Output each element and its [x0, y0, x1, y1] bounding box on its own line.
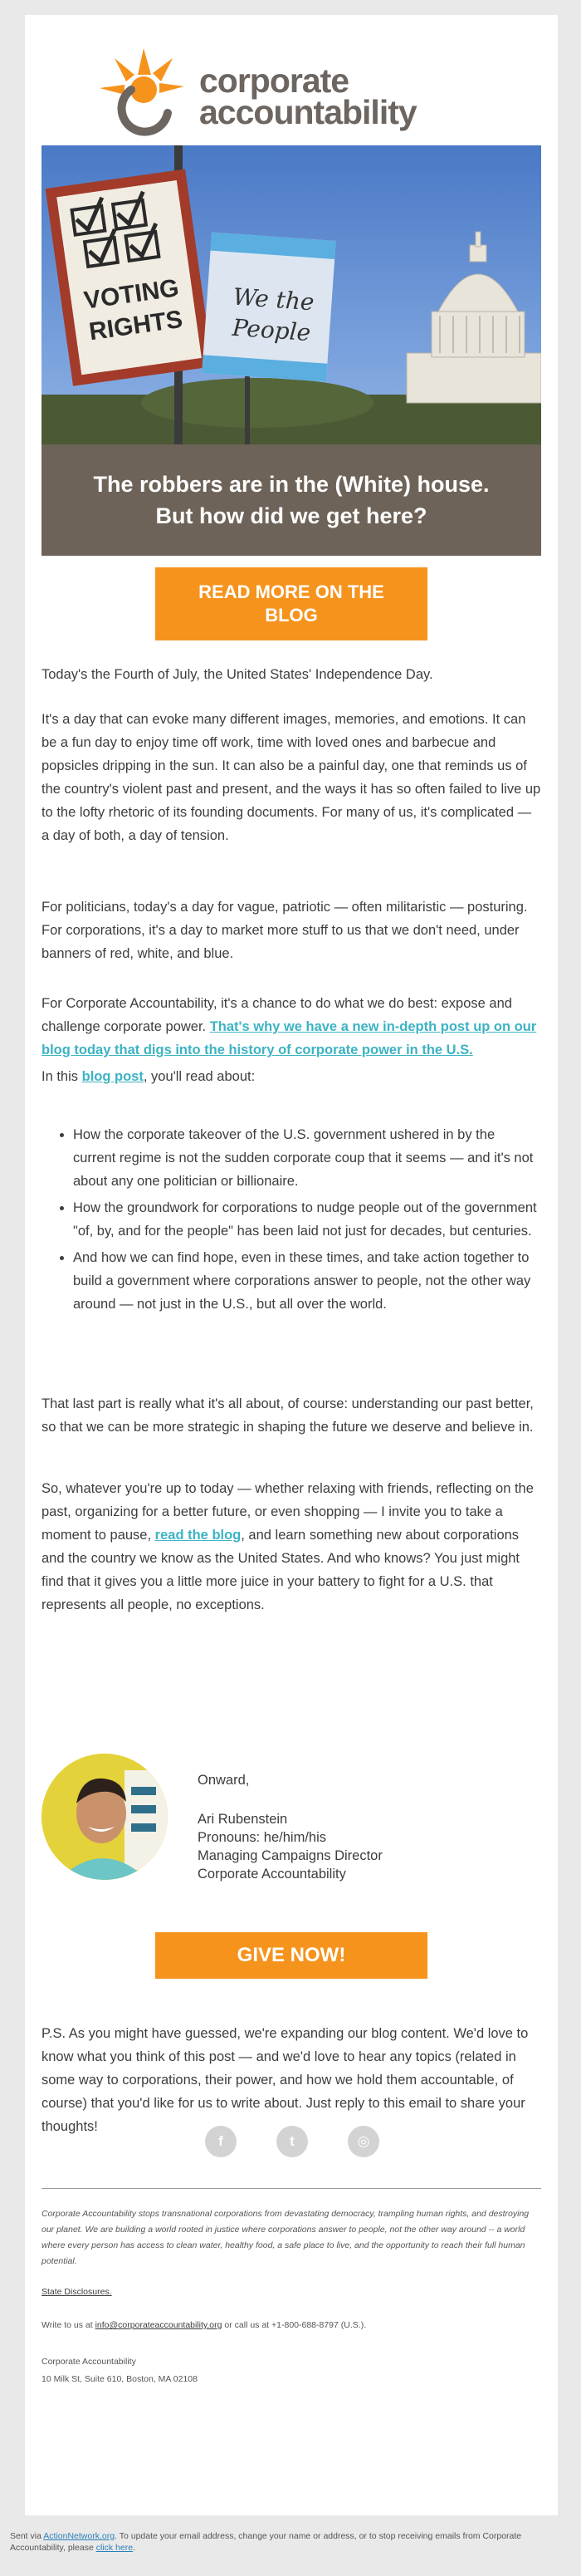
signer-org: Corporate Accountability — [198, 1867, 346, 1882]
signer-pronouns: Pronouns: he/him/his — [198, 1830, 327, 1845]
paragraph-1: Today's the Fourth of July, the United States' Independence Day. — [42, 667, 433, 682]
contact-suffix: or call us at +1-800-688-8797 (U.S.). — [222, 2320, 367, 2330]
state-disclosures-line — [42, 2284, 541, 2300]
signer-name: Ari Rubenstein — [198, 1812, 288, 1827]
bullet-list — [42, 1123, 541, 1319]
footer-divider — [42, 2188, 541, 2189]
mission-statement: Corporate Accountability stops transnational corporations from devastating democracy, trampling human rights, and destroying our planet. We are building a world rooted in justice where corporations answer to people, not the other way around -- a world where every person has access to clean water, healthy food, a safe place to live, and the opportunity to reach their full human potential. — [42, 2209, 530, 2266]
ps-paragraph: P.S. As you might have guessed, we're expanding our blog content. We'd love to know what you think of this post — and we'd love to hear any topics (related in some way to corporations, their power, and how we hold them accountable, of course) that you'd like for us to write about. Just reply to this email to share your thoughts! — [42, 2026, 529, 2134]
logo[interactable] — [91, 47, 473, 146]
closing: Onward, — [198, 1773, 250, 1788]
click-here-link[interactable]: click here — [95, 2543, 134, 2553]
sign-text-1: VOTING — [82, 274, 181, 315]
sign2-text-2: People — [231, 313, 312, 347]
logo-line-1: corporate — [199, 61, 349, 100]
sun-logo-icon — [91, 47, 199, 146]
paragraph-7 — [42, 1477, 541, 1617]
contact-prefix: Write to us at — [42, 2320, 95, 2330]
twitter-icon[interactable]: t — [276, 2126, 308, 2157]
email-card — [25, 15, 558, 2515]
list-item: • How the groundwork for corporations to nudge people out of the government "of, by, and for the people" has been laid not just for decades, but centuries. — [73, 1196, 541, 1243]
email-link[interactable]: info@corporateaccountability.org — [95, 2320, 222, 2330]
paragraph-4 — [42, 992, 541, 1062]
signer-title: Managing Campaigns Director — [198, 1848, 383, 1863]
paragraph-6: That last part is really what it's all about, of course: understanding our past better, so that we can be more strategic in shaping the future we deserve and believe in. — [42, 1396, 534, 1435]
sign-text-2: RIGHTS — [87, 305, 185, 346]
instagram-icon[interactable]: ◎ — [348, 2126, 379, 2157]
paragraph-5-suffix: , you'll read about: — [143, 1069, 256, 1084]
list-item: • And how we can find hope, even in these times, and take action together to build a government where corporations answer to people, not the other way around — not just in the U.S., but all over the world. — [73, 1246, 541, 1316]
paragraph-7-prefix: So, whatever you're up to today — whether relaxing with friends, reflecting on the past, organizing for a better future, or even shopping — I invite you to take a moment to pause, — [42, 1481, 534, 1543]
paragraph-3: For politicians, today's a day for vague, patriotic — often militaristic — posturing. For corporations, it's a day to market more stuff to us that we don't need, under banners of red, white, and blue. — [42, 900, 528, 961]
list-item: • How the corporate takeover of the U.S. government ushered in by the current regime is not the sudden corporate coup that it seems — and it's not about any one politician or billionaire. — [73, 1123, 541, 1193]
headline-line-1: The robbers are in the (White) house. — [93, 472, 490, 497]
facebook-icon[interactable]: f — [205, 2126, 237, 2157]
footer-address: 10 Milk St, Suite 610, Boston, MA 02108 — [42, 2374, 198, 2384]
give-now-button[interactable]: GIVE NOW! — [155, 1932, 427, 1979]
headline — [93, 469, 489, 532]
read-the-blog-link[interactable]: read the blog — [154, 1528, 242, 1543]
avatar — [42, 1754, 168, 1880]
hero-image[interactable] — [42, 145, 541, 444]
blog-post-link-1[interactable]: That's why we have a new in-depth post up on our blog today that digs into the history of corporate power in the U.S. — [42, 1019, 537, 1057]
headline-banner[interactable] — [42, 444, 541, 556]
unsubscribe-bar — [0, 2530, 581, 2576]
footer-org-name: Corporate Accountability — [42, 2357, 136, 2367]
headline-line-2: But how did we get here? — [155, 503, 427, 528]
read-more-button[interactable]: READ MORE ON THE BLOG — [155, 567, 427, 640]
social-links — [205, 2126, 379, 2159]
paragraph-4-text: For Corporate Accountability, it's a chance to do what we do best: expose and challenge corporate power. — [42, 996, 512, 1034]
sign2-text-1: We the — [232, 282, 315, 316]
bottom-prefix: Sent via — [10, 2531, 44, 2541]
paragraph-5-prefix: In this — [42, 1069, 82, 1084]
logo-line-2: accountability — [199, 93, 417, 131]
paragraph-5 — [42, 1065, 541, 1088]
actionnetwork-link[interactable]: ActionNetwork.org — [43, 2531, 115, 2541]
signature-block — [198, 1769, 530, 1883]
bottom-middle: . To update your email address, change your name or address, or to stop receiving emails from Corporate Accountability, please — [10, 2531, 522, 2553]
paragraph-7-suffix: , and learn something new about corporations and the country we know as the United States. And who knows? You just might find that it gives you a little more juice in your battery to fight for a U.S. that represents all people, no exceptions. — [42, 1528, 520, 1612]
paragraph-2: It's a day that can evoke many different images, memories, and emotions. It can be a fun day to enjoy time off work, time with loved ones and barbecue and popsicles dripping in the sun. It can also be a painful day, one that reminds us of the country's violent past and present, and the ways it has so often failed to live up to the lofty rhetoric of its founding documents. For many of us, it's complicated — a day of both, a day of tension. — [42, 712, 541, 843]
state-disclosures-link[interactable]: State Disclosures. — [42, 2287, 112, 2297]
contact-line — [42, 2318, 541, 2333]
blog-post-link-2[interactable]: blog post — [81, 1069, 144, 1084]
logo-wordmark — [199, 61, 417, 131]
bottom-suffix: . — [133, 2543, 135, 2553]
